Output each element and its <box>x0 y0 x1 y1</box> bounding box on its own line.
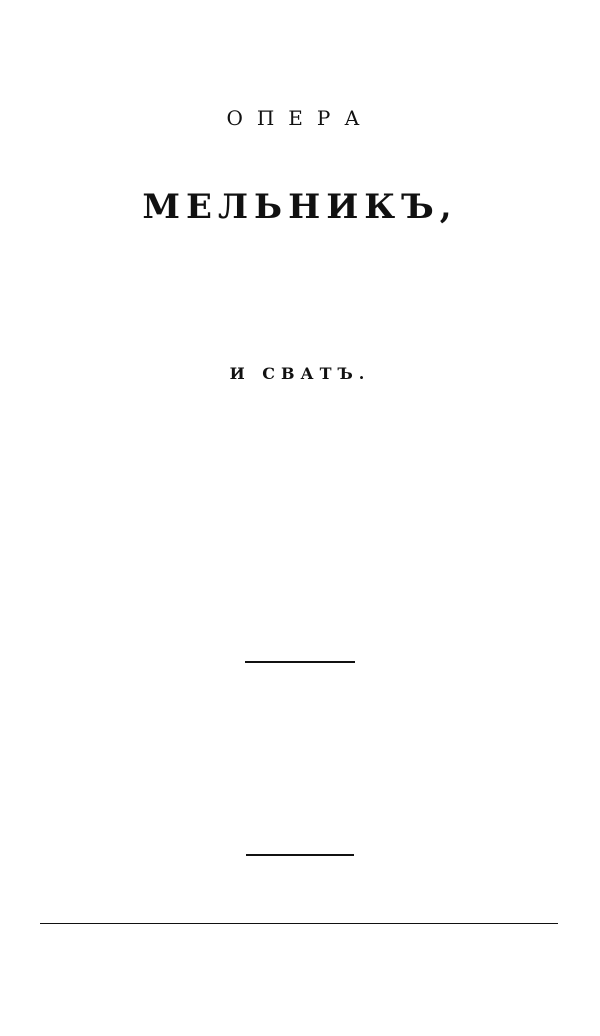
subtitle-end: И СВАТЪ. <box>229 364 371 383</box>
opera-heading: ОПЕРА <box>226 106 374 130</box>
imprint-rule <box>40 923 558 924</box>
divider-rule-top <box>245 661 355 663</box>
main-title: МЕЛЬНИКЪ, <box>142 187 458 227</box>
divider-rule-middle <box>246 854 354 856</box>
